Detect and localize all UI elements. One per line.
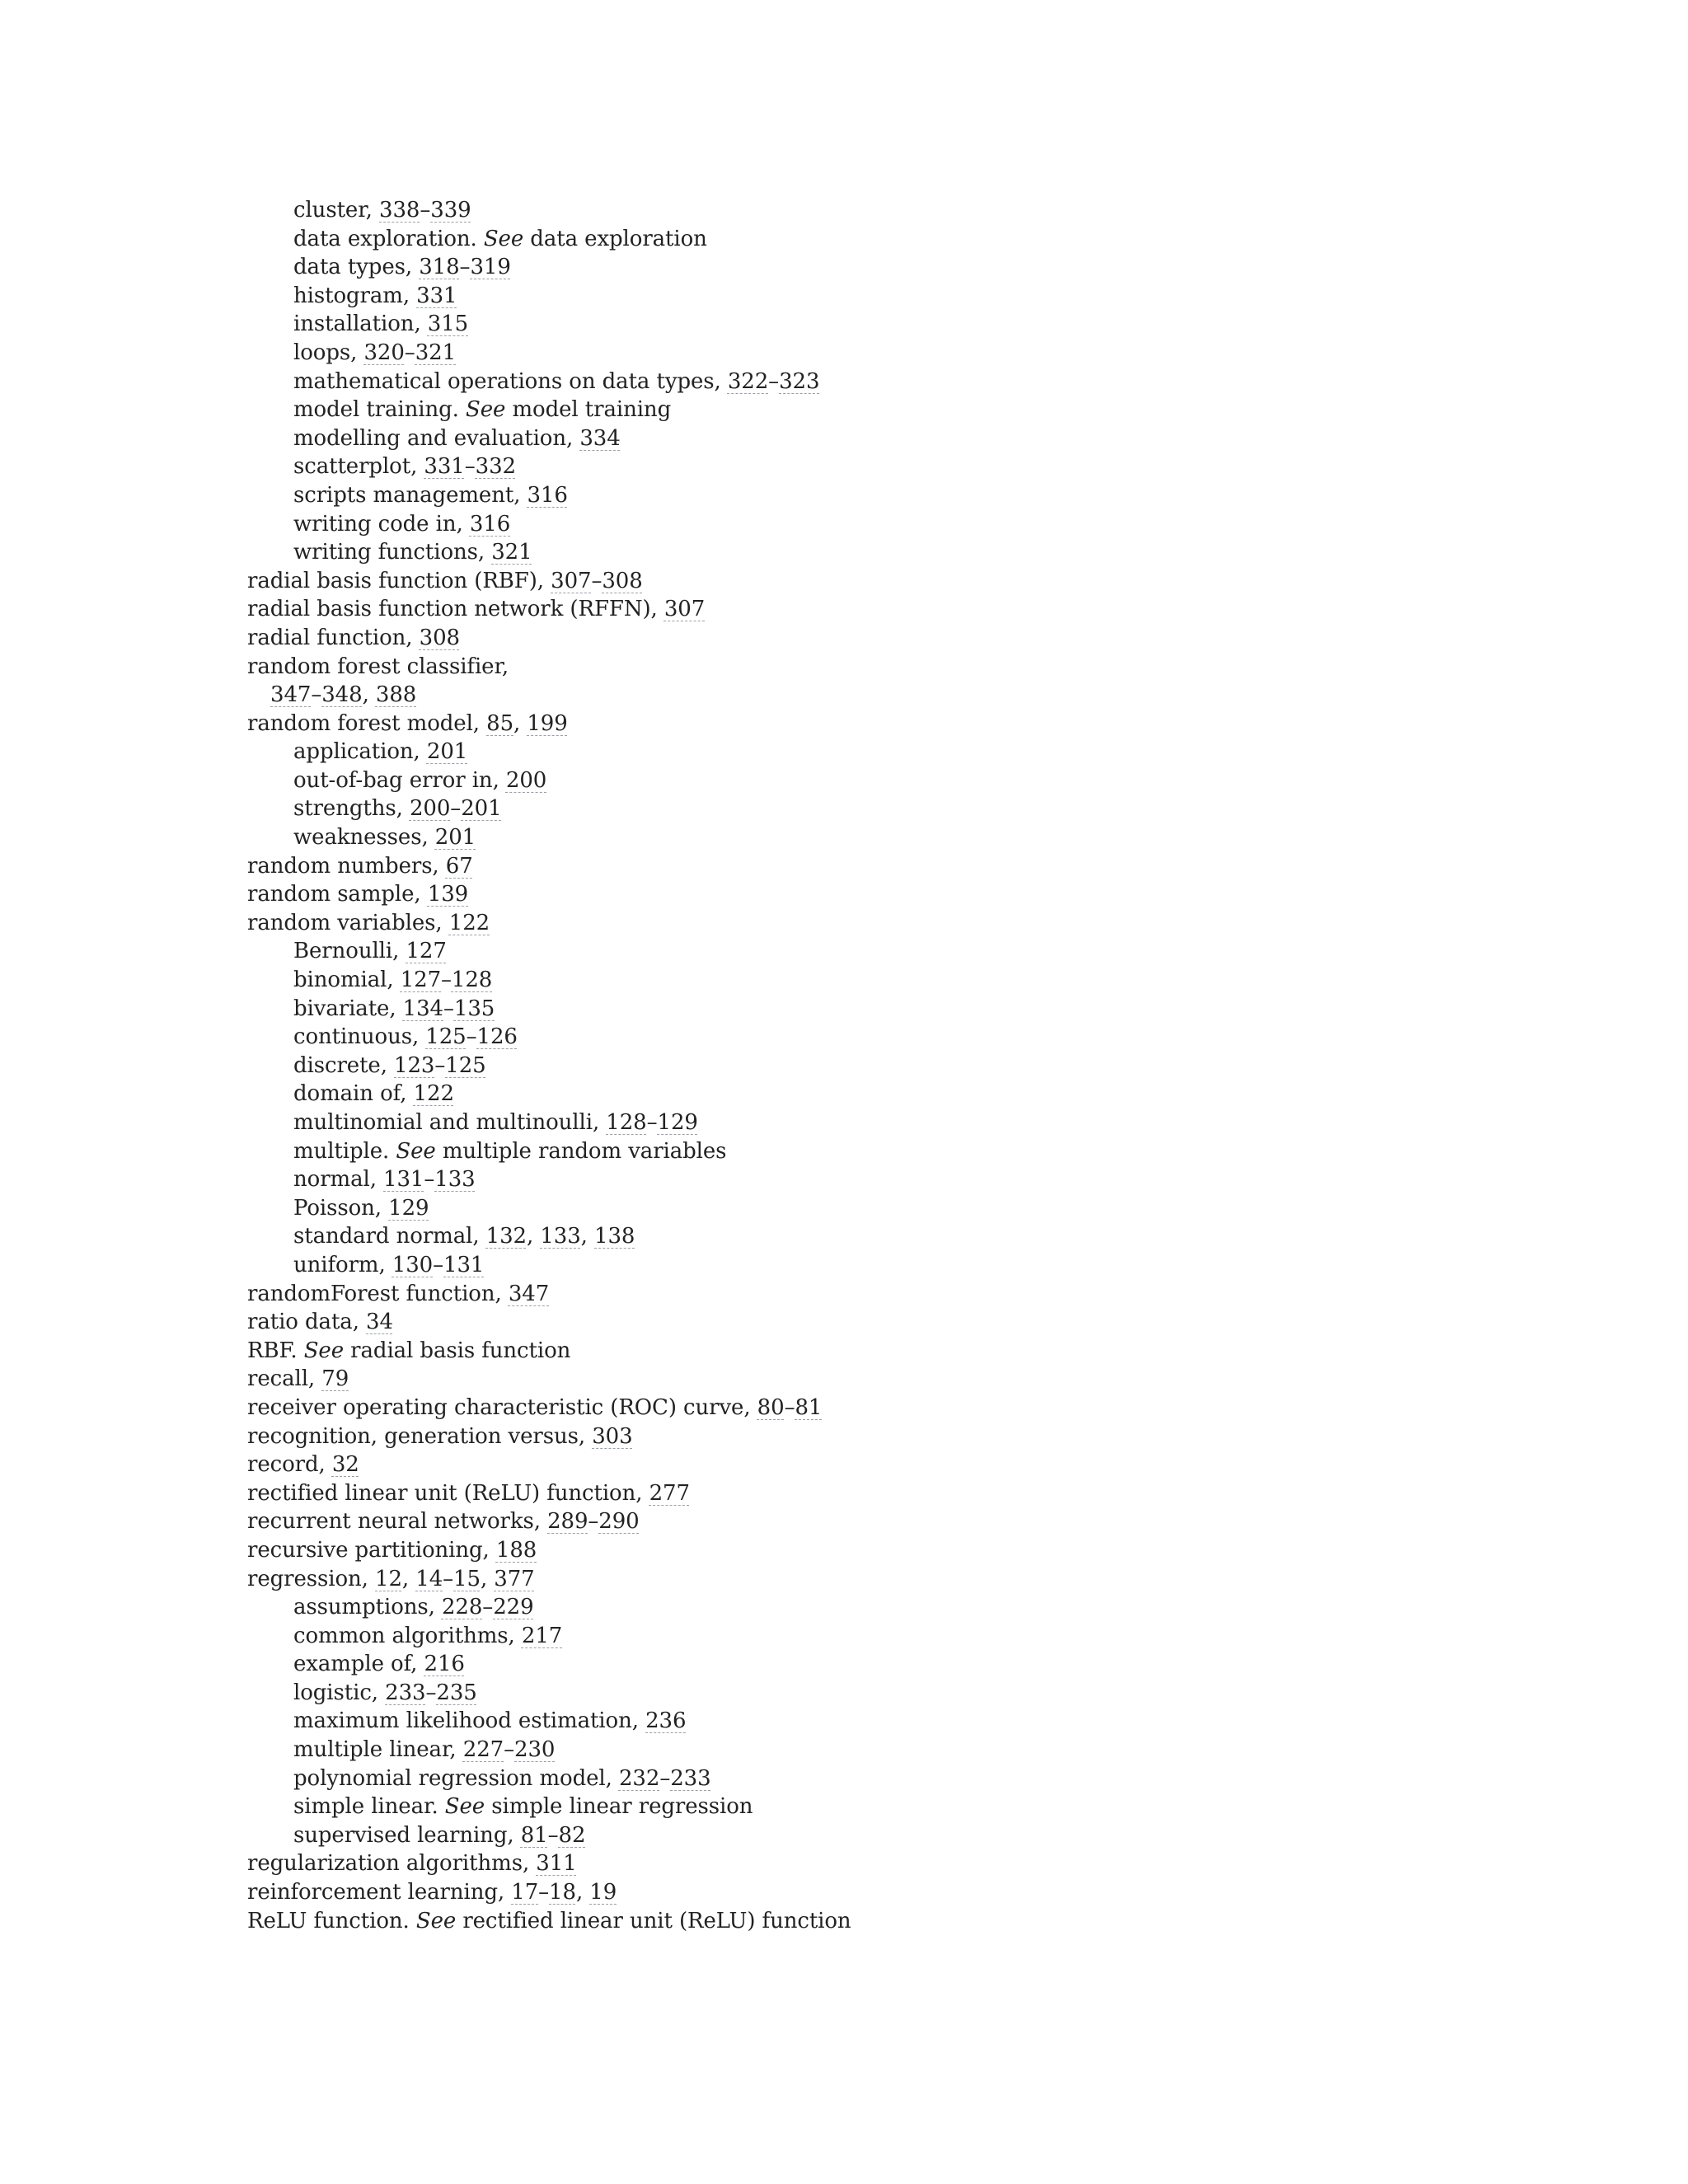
entry-text: randomForest function, (247, 1281, 509, 1306)
entry-text: scripts management, (293, 482, 528, 508)
page-reference-link[interactable]: 122 (448, 910, 490, 935)
index-main-entry (247, 909, 1484, 938)
entry-text: RBF. (247, 1338, 304, 1363)
entry-text: – (464, 454, 476, 480)
page-reference-link[interactable]: 126 (476, 1024, 518, 1050)
entry-text: example of, (293, 1652, 424, 1677)
page-reference-link[interactable]: 235 (436, 1680, 477, 1705)
index-subentry (247, 452, 1484, 481)
page-reference-link[interactable]: 127 (400, 968, 442, 993)
page-reference-link[interactable]: 319 (470, 255, 511, 280)
page-reference-link[interactable]: 307 (551, 568, 592, 593)
entry-text: multiple linear, (293, 1737, 463, 1763)
page-reference-link[interactable]: 81 (520, 1822, 548, 1848)
index-subentry (247, 1707, 1484, 1736)
page-reference-link[interactable]: 307 (663, 597, 706, 622)
entry-text: simple linear regression (485, 1794, 753, 1820)
index-subentry (247, 1593, 1484, 1622)
page-reference-link[interactable]: 201 (461, 796, 502, 822)
entry-text: regression, (247, 1566, 376, 1591)
entry-text: – (443, 1566, 454, 1591)
index-main-entry (247, 710, 1484, 738)
page-reference-link[interactable]: 318 (419, 255, 460, 280)
page-reference-link[interactable]: 133 (540, 1224, 581, 1249)
page-reference-link[interactable]: 289 (547, 1509, 588, 1535)
entry-text: multinomial and multinoulli, (293, 1110, 607, 1135)
page-reference-link[interactable]: 316 (469, 511, 511, 537)
index-subentry (247, 1108, 1484, 1137)
entry-text: – (504, 1737, 514, 1763)
entry-text: binomial, (293, 968, 401, 993)
entry-text: multiple random variables (435, 1138, 727, 1164)
entry-text: maximum likelihood estimation, (293, 1708, 646, 1734)
page-reference-link[interactable]: 315 (427, 312, 469, 337)
page-reference-link[interactable]: 122 (413, 1081, 454, 1107)
entry-text: histogram, (293, 283, 417, 308)
page-reference-link[interactable]: 127 (406, 939, 447, 964)
see-reference: See (483, 226, 524, 251)
entry-text: ReLU function. (247, 1908, 416, 1933)
index-main-entry (247, 1451, 1484, 1479)
entry-text: installation, (293, 312, 428, 337)
index-subentry (247, 1650, 1484, 1679)
page-reference-link[interactable]: 233 (385, 1680, 426, 1705)
entry-text: standard normal, (293, 1224, 486, 1249)
page-reference-link[interactable]: 18 (549, 1880, 576, 1905)
entry-text: radial function, (247, 625, 420, 650)
index-main-entry (247, 1365, 1484, 1394)
page-reference-link[interactable]: 128 (451, 968, 493, 993)
entry-text: random forest classifier, (247, 654, 509, 679)
page-reference-link[interactable]: 227 (462, 1737, 504, 1763)
page-reference-link[interactable]: 199 (527, 710, 568, 736)
entry-text: – (459, 255, 471, 280)
index-subentry (247, 1194, 1484, 1223)
index-subentry (247, 1622, 1484, 1651)
index-subentry (247, 282, 1484, 311)
page-reference-link[interactable]: 34 (366, 1310, 393, 1335)
page-reference-link[interactable]: 320 (363, 340, 405, 365)
entry-text: random sample, (247, 882, 428, 907)
page-reference-link[interactable]: 321 (491, 540, 532, 565)
page-reference-link[interactable]: 80 (757, 1394, 785, 1420)
page-reference-link[interactable]: 85 (486, 710, 514, 736)
entry-text: assumptions, (293, 1595, 442, 1620)
page-reference-link[interactable]: 311 (536, 1851, 577, 1877)
page-reference-link[interactable]: 230 (514, 1737, 556, 1763)
page-reference-link[interactable]: 229 (493, 1595, 534, 1620)
page-reference-link[interactable]: 130 (392, 1252, 434, 1277)
index-subentry (247, 196, 1484, 225)
page-reference-link[interactable]: 201 (434, 825, 476, 851)
see-reference: See (396, 1138, 436, 1164)
entry-text: – (425, 1680, 437, 1705)
entry-text: common algorithms, (293, 1623, 522, 1648)
entry-text: – (482, 1595, 494, 1620)
entry-text: – (466, 1024, 477, 1050)
index-main-entry (247, 1280, 1484, 1309)
page-reference-link[interactable]: 347 (508, 1281, 550, 1306)
entry-text: radial basis function (344, 1338, 571, 1363)
index-entry-continuation (247, 681, 1484, 710)
page-reference-link[interactable]: 79 (321, 1366, 349, 1392)
entry-text: data exploration (523, 226, 707, 251)
index-subentry (247, 966, 1484, 995)
index-subentry (247, 396, 1484, 424)
entry-text: – (659, 1765, 671, 1791)
page-reference-link[interactable]: 277 (649, 1480, 690, 1506)
entry-text: scatterplot, (293, 454, 424, 480)
page-reference-link[interactable]: 216 (424, 1652, 465, 1677)
index-main-entry (247, 1337, 1484, 1366)
index-subentry (247, 253, 1484, 282)
page-reference-link[interactable]: 81 (795, 1394, 823, 1420)
see-reference: See (303, 1338, 344, 1363)
entry-text: – (450, 796, 462, 822)
page-reference-link[interactable]: 339 (430, 198, 471, 223)
page-reference-link[interactable]: 139 (427, 882, 469, 907)
entry-text: reinforcement learning, (247, 1880, 512, 1905)
entry-text: , (362, 682, 376, 708)
index-subentry (247, 1765, 1484, 1793)
index-main-entry (247, 653, 1484, 682)
entry-text: Poisson, (293, 1195, 389, 1221)
entry-text: cluster, (293, 198, 380, 223)
page-reference-link[interactable]: 338 (379, 198, 420, 223)
index-subentry (247, 510, 1484, 539)
see-reference: See (444, 1794, 485, 1820)
entry-text: normal, (293, 1167, 384, 1193)
page-reference-link[interactable]: 200 (409, 796, 451, 822)
page-reference-link[interactable]: 135 (453, 996, 495, 1021)
entry-text: , (401, 1566, 416, 1591)
entry-text: – (424, 1167, 435, 1193)
index-subentry (247, 766, 1484, 795)
index-page (247, 196, 1484, 1935)
entry-text: rectified linear unit (ReLU) function (456, 1908, 851, 1933)
page-reference-link[interactable]: 322 (727, 368, 769, 394)
index-main-entry (247, 1849, 1484, 1878)
page-reference-link[interactable]: 334 (579, 425, 621, 451)
entry-text: data types, (293, 255, 420, 280)
index-subentry (247, 538, 1484, 567)
entry-text: – (443, 996, 454, 1021)
index-main-entry (247, 1878, 1484, 1907)
entry-text: regularization algorithms, (247, 1851, 537, 1877)
index-subentry (247, 368, 1484, 396)
index-subentry (247, 225, 1484, 254)
index-subentry (247, 1222, 1484, 1251)
entry-text: multiple. (293, 1138, 396, 1164)
entry-text: recursive partitioning, (247, 1537, 496, 1563)
entry-text: , (580, 1224, 594, 1249)
page-reference-link[interactable]: 134 (402, 996, 443, 1021)
page-reference-link[interactable]: 128 (606, 1110, 647, 1135)
entry-text: recall, (247, 1366, 322, 1392)
entry-text: random variables, (247, 910, 449, 935)
page-reference-link[interactable]: 232 (618, 1765, 660, 1791)
entry-text: mathematical operations on data types, (293, 368, 728, 394)
page-reference-link[interactable]: 132 (485, 1224, 527, 1249)
entry-text: data exploration. (293, 226, 484, 251)
entry-text: model training (505, 397, 672, 423)
page-reference-link[interactable]: 201 (426, 739, 468, 765)
entry-text: random forest model, (247, 710, 487, 736)
page-reference-link[interactable]: 308 (602, 568, 643, 593)
index-main-entry (247, 880, 1484, 909)
entry-text: discrete, (293, 1052, 395, 1078)
entry-text: – (433, 1252, 444, 1277)
entry-text: , (480, 1566, 495, 1591)
page-reference-link[interactable]: 303 (592, 1423, 633, 1449)
page-reference-link[interactable]: 67 (445, 853, 473, 879)
page-reference-link[interactable]: 323 (779, 368, 820, 394)
entry-text: , (513, 710, 528, 736)
entry-text: strengths, (293, 796, 410, 822)
entry-text: writing functions, (293, 540, 492, 565)
page-reference-link[interactable]: 17 (511, 1880, 539, 1905)
entry-text: recurrent neural networks, (247, 1509, 548, 1535)
page-reference-link[interactable]: 131 (383, 1167, 424, 1193)
entry-text: bivariate, (293, 996, 403, 1021)
index-main-entry (247, 595, 1484, 624)
page-reference-link[interactable]: 388 (375, 682, 417, 708)
entry-text: receiver operating characteristic (ROC) curve, (247, 1394, 757, 1420)
index-main-entry (247, 1907, 1484, 1936)
entry-text: out-of-bag error in, (293, 767, 506, 793)
index-subentry (247, 1080, 1484, 1108)
index-main-entry (247, 1565, 1484, 1594)
index-main-entry (247, 1507, 1484, 1536)
see-reference: See (415, 1908, 457, 1933)
index-main-entry (247, 1536, 1484, 1565)
page-reference-link[interactable]: 125 (425, 1024, 467, 1050)
entry-text: , (575, 1880, 590, 1905)
page-reference-link[interactable]: 321 (415, 340, 457, 365)
page-reference-link[interactable]: 12 (375, 1566, 402, 1591)
index-subentry (247, 995, 1484, 1024)
index-subentry (247, 1052, 1484, 1080)
entry-text: – (538, 1880, 550, 1905)
page-reference-link[interactable]: 129 (388, 1195, 429, 1221)
page-reference-link[interactable]: 331 (416, 283, 457, 308)
page-reference-link[interactable]: 290 (598, 1509, 640, 1535)
entry-text: supervised learning, (293, 1822, 521, 1848)
entry-text: radial basis function network (RFFN), (247, 597, 664, 622)
entry-text: – (420, 198, 431, 223)
index-subentry (247, 794, 1484, 823)
entry-text: writing code in, (293, 511, 470, 537)
entry-text: – (646, 1110, 658, 1135)
page-reference-link[interactable]: 228 (441, 1595, 483, 1620)
page-reference-link[interactable]: 133 (434, 1167, 476, 1193)
page-reference-link[interactable]: 125 (445, 1052, 486, 1078)
page-reference-link[interactable]: 131 (443, 1252, 485, 1277)
entry-text: application, (293, 739, 427, 765)
entry-text: rectified linear unit (ReLU) function, (247, 1480, 649, 1506)
index-main-entry (247, 1479, 1484, 1508)
entry-text: – (591, 568, 603, 593)
page-reference-link[interactable]: 236 (645, 1708, 687, 1734)
index-subentry (247, 937, 1484, 966)
page-reference-link[interactable]: 15 (453, 1566, 481, 1591)
index-main-entry (247, 624, 1484, 653)
page-reference-link[interactable]: 14 (415, 1566, 443, 1591)
entry-text: loops, (293, 340, 364, 365)
see-reference: See (466, 397, 506, 423)
entry-text: Bernoulli, (293, 939, 406, 964)
page-reference-link[interactable]: 82 (558, 1822, 586, 1848)
entry-text: , (526, 1224, 541, 1249)
index-subentry (247, 1679, 1484, 1708)
entry-text: model training. (293, 397, 466, 423)
index-main-entry (247, 567, 1484, 596)
index-subentry (247, 481, 1484, 510)
index-subentry (247, 1821, 1484, 1850)
index-subentry (247, 1165, 1484, 1194)
page-reference-link[interactable]: 217 (521, 1623, 563, 1648)
index-subentry (247, 1736, 1484, 1765)
page-reference-link[interactable]: 233 (670, 1765, 711, 1791)
page-reference-link[interactable]: 331 (424, 454, 465, 480)
page-reference-link[interactable]: 347 (270, 682, 312, 708)
entry-text: simple linear. (293, 1794, 445, 1820)
index-subentry (247, 424, 1484, 453)
entry-text: domain of, (293, 1081, 414, 1107)
page-reference-link[interactable]: 332 (475, 454, 516, 480)
entry-text: – (768, 368, 780, 394)
entry-text: polynomial regression model, (293, 1765, 619, 1791)
index-main-entry (247, 1422, 1484, 1451)
page-reference-link[interactable]: 188 (495, 1537, 537, 1563)
entry-text: radial basis function (RBF), (247, 568, 551, 593)
page-reference-link[interactable]: 123 (394, 1052, 435, 1078)
index-subentry (247, 339, 1484, 368)
page-reference-link[interactable]: 316 (527, 482, 568, 508)
index-subentry (247, 1793, 1484, 1821)
entry-text: random numbers, (247, 853, 446, 879)
entry-text: – (311, 682, 322, 708)
index-subentry (247, 310, 1484, 339)
entry-text: ratio data, (247, 1310, 367, 1335)
page-reference-link[interactable]: 308 (419, 625, 460, 650)
index-subentry (247, 1023, 1484, 1052)
entry-text: modelling and evaluation, (293, 425, 580, 451)
entry-text: – (784, 1394, 795, 1420)
index-main-entry (247, 1308, 1484, 1337)
entry-text: – (404, 340, 415, 365)
entry-text: – (434, 1052, 446, 1078)
page-reference-link[interactable]: 129 (657, 1110, 698, 1135)
entry-text: record, (247, 1452, 332, 1478)
entry-text: continuous, (293, 1024, 426, 1050)
page-reference-link[interactable]: 138 (594, 1224, 635, 1249)
entry-text: logistic, (293, 1680, 386, 1705)
index-subentry (247, 823, 1484, 852)
page-reference-link[interactable]: 19 (589, 1880, 617, 1905)
index-subentry (247, 1251, 1484, 1280)
entry-text: uniform, (293, 1252, 392, 1277)
page-reference-link[interactable]: 348 (321, 682, 363, 708)
entry-text: – (441, 968, 452, 993)
index-subentry (247, 738, 1484, 766)
entry-text: – (547, 1822, 559, 1848)
entry-text: recognition, generation versus, (247, 1423, 593, 1449)
page-reference-link[interactable]: 32 (331, 1452, 359, 1478)
index-subentry (247, 1137, 1484, 1166)
entry-text: weaknesses, (293, 825, 435, 851)
page-reference-link[interactable]: 200 (505, 767, 547, 793)
index-main-entry (247, 1394, 1484, 1422)
entry-text: – (588, 1509, 599, 1535)
index-main-entry (247, 852, 1484, 881)
page-reference-link[interactable]: 377 (494, 1566, 535, 1591)
